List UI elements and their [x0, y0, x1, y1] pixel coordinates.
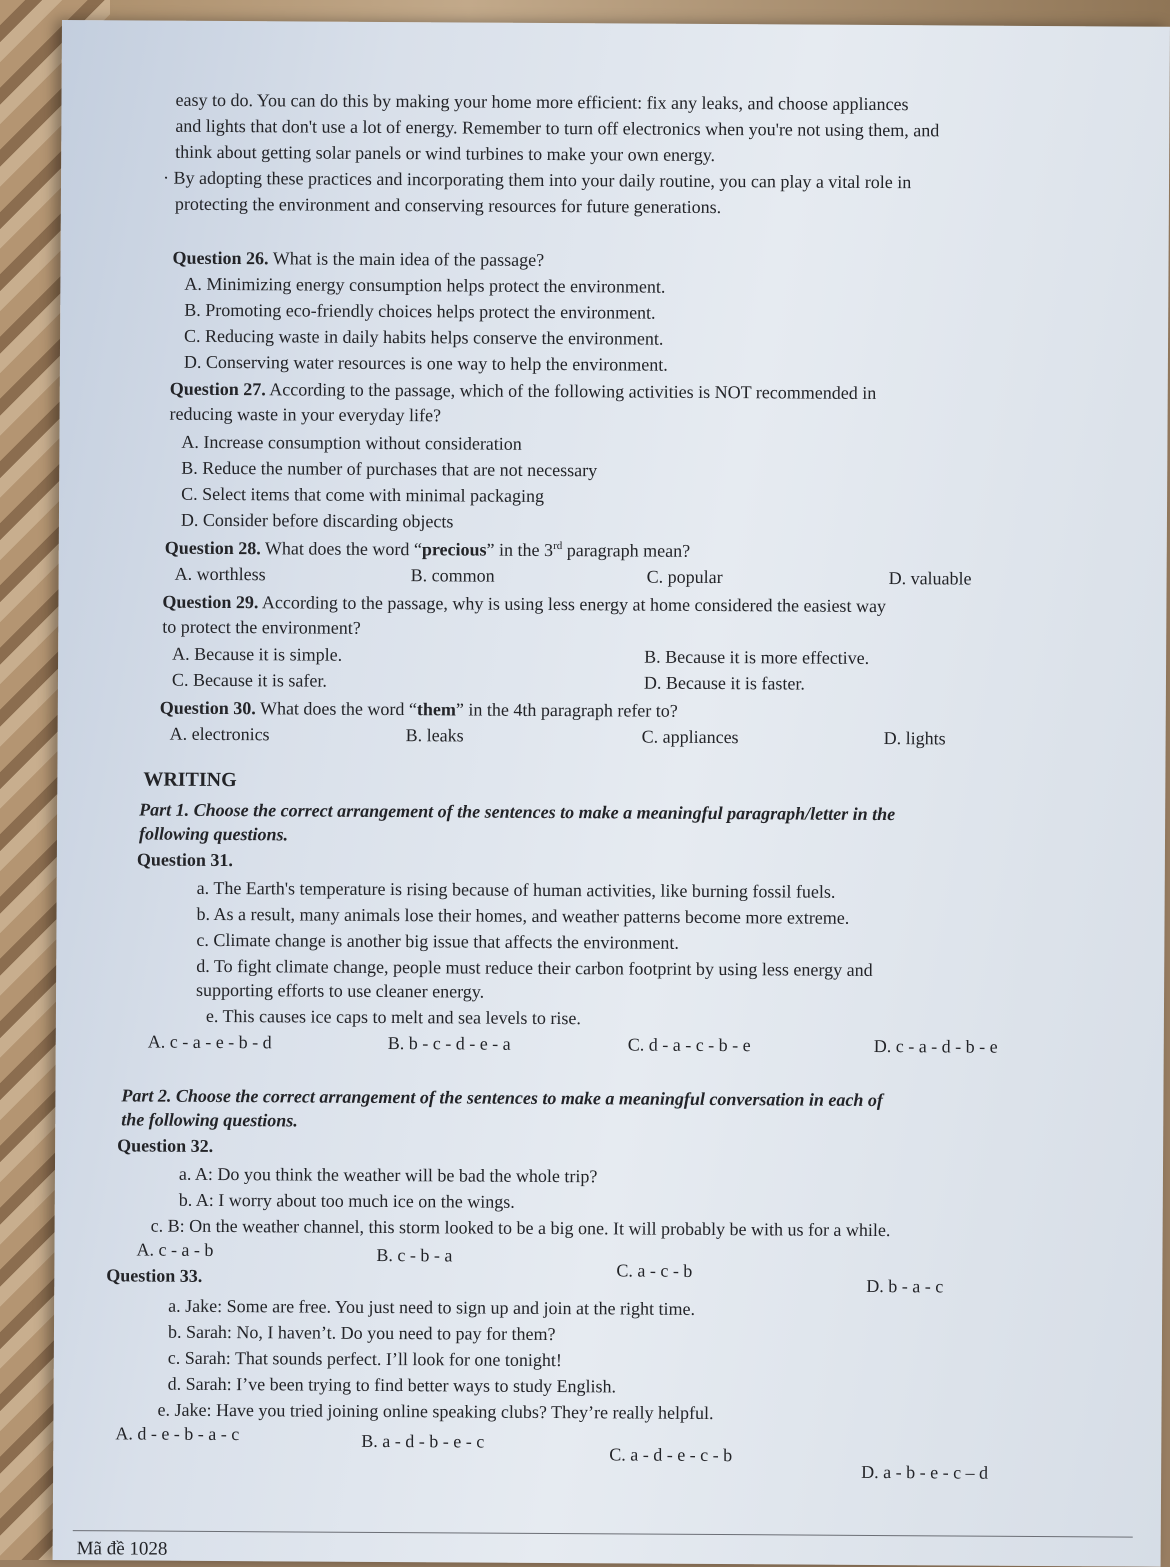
option-a[interactable]: A. worthless: [174, 563, 266, 585]
option-a[interactable]: A. Because it is simple.: [172, 643, 343, 665]
sentence-item: e. Jake: Have you tried joining online speaking clubs? They’re really helpful.: [157, 1399, 714, 1424]
question-text: What is the main idea of the passage?: [268, 248, 545, 270]
option-b[interactable]: B. a - d - b - e - c: [361, 1430, 485, 1452]
option-d[interactable]: D. Conserving water resources is one way to help the environment.: [183, 351, 668, 375]
option-d[interactable]: D. b - a - c: [866, 1275, 944, 1297]
part-1-instruction: following questions.: [138, 823, 289, 845]
sentence-item: a. Jake: Some are free. You just need to sign up and join at the right time.: [168, 1295, 696, 1319]
part-2-instruction: the following questions.: [121, 1109, 298, 1131]
option-a[interactable]: A. c - a - e - b - d: [147, 1031, 272, 1053]
question-text: What does the word “: [255, 698, 417, 720]
passage-line: · By adopting these practices and incorporating them into your daily routine, you can play a vital role in: [162, 167, 912, 193]
option-c[interactable]: C. Select items that come with minimal packaging: [181, 483, 545, 506]
question-stem: [165, 537, 691, 562]
exam-code: Mã đề 1028: [76, 1538, 168, 1560]
option-c[interactable]: C. a - c - b: [616, 1260, 693, 1281]
option-c[interactable]: C. a - d - e - c - b: [609, 1444, 733, 1466]
option-c[interactable]: C. popular: [646, 566, 723, 588]
question-stem: [172, 247, 544, 271]
question-label: Question 33.: [106, 1265, 203, 1286]
option-d[interactable]: D. a - b - e - c – d: [861, 1461, 989, 1483]
part-1-instruction: Part 1. Choose the correct arrangement of the sentences to make a meaningful paragraph/letter in the: [139, 799, 896, 825]
question-text: reducing waste in your everyday life?: [169, 403, 442, 426]
part-2-instruction: Part 2. Choose the correct arrangement of the sentences to make a meaningful conversation in each of: [121, 1085, 883, 1111]
option-a[interactable]: A. d - e - b - a - c: [115, 1423, 240, 1445]
sentence-item: b. As a result, many animals lose their homes, and weather patterns become more extreme.: [196, 903, 850, 928]
option-b[interactable]: B. common: [410, 565, 495, 586]
option-b[interactable]: B. Promoting eco-friendly choices helps protect the environment.: [184, 299, 656, 323]
option-a[interactable]: A. Increase consumption without consideration: [181, 431, 522, 454]
option-c[interactable]: C. appliances: [641, 726, 739, 748]
option-a[interactable]: A. electronics: [169, 723, 270, 745]
passage-line: protecting the environment and conserving resources for future generations.: [174, 193, 722, 218]
sentence-item: a. The Earth's temperature is rising because of human activities, like burning fossil fuels.: [196, 877, 836, 902]
passage-line: and lights that don't use a lot of energy. Remember to turn off electronics when you're not using them, and: [175, 115, 940, 141]
question-stem: [170, 378, 877, 404]
question-text: paragraph mean?: [562, 540, 691, 561]
question-text: What does the word “: [260, 538, 422, 560]
sentence-item: b. A: I worry about too much ice on the wings.: [178, 1189, 515, 1212]
option-a[interactable]: A. c - a - b: [136, 1239, 214, 1260]
option-d[interactable]: D. Because it is faster.: [643, 672, 805, 694]
question-label: Question 31.: [136, 849, 233, 871]
question-stem: [162, 591, 886, 617]
keyword: precious: [421, 539, 487, 560]
keyword: them: [416, 699, 456, 720]
option-d[interactable]: D. valuable: [888, 568, 972, 589]
section-heading-writing: WRITING: [143, 768, 237, 792]
sentence-item: c. Climate change is another big issue that affects the environment.: [196, 929, 679, 953]
exam-sheet: [53, 20, 1170, 1567]
option-d[interactable]: D. c - a - d - b - e: [873, 1035, 998, 1057]
sentence-item: c. Sarah: That sounds perfect. I’ll look for one tonight!: [167, 1347, 562, 1371]
option-c[interactable]: C. d - a - c - b - e: [627, 1034, 751, 1056]
option-d[interactable]: D. lights: [883, 728, 946, 749]
option-c[interactable]: C. Reducing waste in daily habits helps conserve the environment.: [184, 325, 664, 349]
footer-divider: [73, 1530, 1133, 1537]
passage-line: think about getting solar panels or wind turbines to make your own energy.: [175, 141, 716, 165]
option-b[interactable]: B. c - b - a: [376, 1244, 453, 1266]
sentence-item: a. A: Do you think the weather will be bad the whole trip?: [178, 1163, 598, 1187]
question-label: Question 29.: [162, 591, 259, 613]
sentence-item: supporting efforts to use cleaner energy.: [196, 979, 485, 1002]
question-label: Question 27.: [169, 378, 266, 400]
option-b[interactable]: B. leaks: [405, 725, 464, 746]
question-text: According to the passage, which of the following activities is NOT recommended in: [265, 379, 877, 403]
question-label: Question 30.: [159, 697, 256, 719]
sentence-item: d. To fight climate change, people must reduce their carbon footprint by using less energy and: [196, 955, 873, 980]
question-text: to protect the environment?: [162, 616, 361, 638]
sentence-item: c. B: On the weather channel, this storm looked to be a big one. It will probably be with us for a while.: [150, 1215, 891, 1241]
ordinal-suffix: rd: [553, 540, 563, 553]
sentence-item: d. Sarah: I’ve been trying to find better ways to study English.: [167, 1373, 617, 1397]
option-b[interactable]: B. Reduce the number of purchases that are not necessary: [181, 457, 598, 481]
passage-line: easy to do. You can do this by making your home more efficient: fix any leaks, and choose appliances: [175, 89, 909, 115]
option-c[interactable]: C. Because it is safer.: [171, 669, 327, 691]
option-b[interactable]: B. Because it is more effective.: [644, 646, 870, 668]
question-text: ” in the 3: [486, 539, 554, 561]
option-d[interactable]: D. Consider before discarding objects: [180, 509, 454, 532]
question-text: According to the passage, why is using less energy at home considered the easiest way: [258, 592, 887, 617]
option-a[interactable]: A. Minimizing energy consumption helps protect the environment.: [184, 273, 666, 297]
question-label: Question 26.: [172, 247, 269, 269]
question-label: Question 32.: [117, 1135, 214, 1156]
option-b[interactable]: B. b - c - d - e - a: [387, 1033, 511, 1054]
question-text: ” in the 4th paragraph refer to?: [455, 699, 678, 721]
question-stem: [160, 697, 678, 722]
exam-paper: [53, 20, 1170, 1567]
question-label: Question 28.: [164, 537, 261, 559]
sentence-item: e. This causes ice caps to melt and sea levels to rise.: [205, 1005, 582, 1029]
sentence-item: b. Sarah: No, I haven’t. Do you need to pay for them?: [167, 1321, 556, 1345]
